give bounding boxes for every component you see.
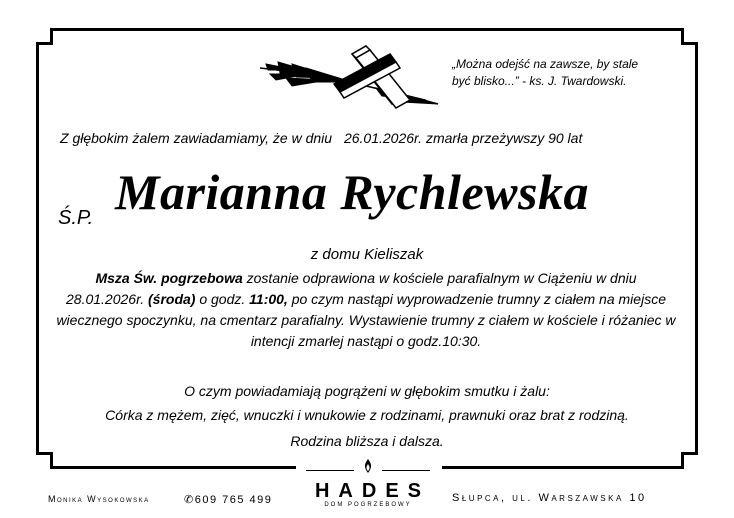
footer-phone: ✆609 765 499 xyxy=(184,494,273,506)
sp-prefix: Ś.P. xyxy=(58,207,94,229)
mass-time: 11:00, xyxy=(249,291,288,307)
maiden-name: z domu Kieliszak xyxy=(310,246,424,263)
quote-line: „Można odejść na zawsze, by stale xyxy=(452,57,639,71)
details-text: zostanie odprawiona w kościele parafialnym w Ciążeniu w dniu 28.01.2026r. xyxy=(66,270,637,307)
logo-rule xyxy=(382,470,430,471)
mass-label: Msza Św. pogrzebowa xyxy=(95,270,243,286)
details-text: po czym nastąpi wyprowadzenie trumny z ciałem na miejsce wiecznego spoczynku, na cmentarz parafialny. Wystawienie trumny z ciałem w kościele i różaniec w intencji zmarłej nastąpi o godz.10:30. xyxy=(56,291,676,349)
funeral-details xyxy=(56,268,676,352)
details-text: o godz. xyxy=(195,291,250,307)
frame-corner xyxy=(36,28,53,45)
flame-icon xyxy=(360,458,376,474)
footer-address: Słupca, ul. Warszawska 10 xyxy=(452,492,647,504)
relatives-line: Rodzina bliższa i dalsza. xyxy=(290,433,444,449)
logo-subtitle: DOM POGRZEBOWY xyxy=(324,502,412,508)
logo-wordmark: HADES xyxy=(314,480,430,502)
frame-corner xyxy=(681,28,698,45)
weekday: (środa) xyxy=(148,291,196,307)
intro-line xyxy=(60,130,700,146)
frame-corner xyxy=(36,452,53,469)
quote-line: być blisko...” - ks. J. Twardowski. xyxy=(452,74,627,88)
family-line: Córka z mężem, zięć, wnuczki i wnukowie z rodzinami, prawnuki oraz brat z rodziną. xyxy=(105,407,629,423)
death-date: 26.01.2026r. xyxy=(343,130,423,146)
logo-rule xyxy=(306,470,354,471)
footer-contact-name: Monika Wysokowska xyxy=(48,494,150,504)
hades-logo xyxy=(298,458,438,514)
announce-line: O czym powiadamiają pogrążeni w głębokim smutku i żalu: xyxy=(184,383,550,399)
quote xyxy=(452,56,682,90)
intro-lead: Z głębokim żalem zawiadamiamy, że w dniu xyxy=(60,130,333,146)
intro-rest: zmarła przeżywszy 90 lat xyxy=(425,130,583,146)
deceased-name: Marianna Rychlewska xyxy=(115,164,589,220)
frame-corner xyxy=(681,452,698,469)
cross-icon xyxy=(256,40,446,112)
